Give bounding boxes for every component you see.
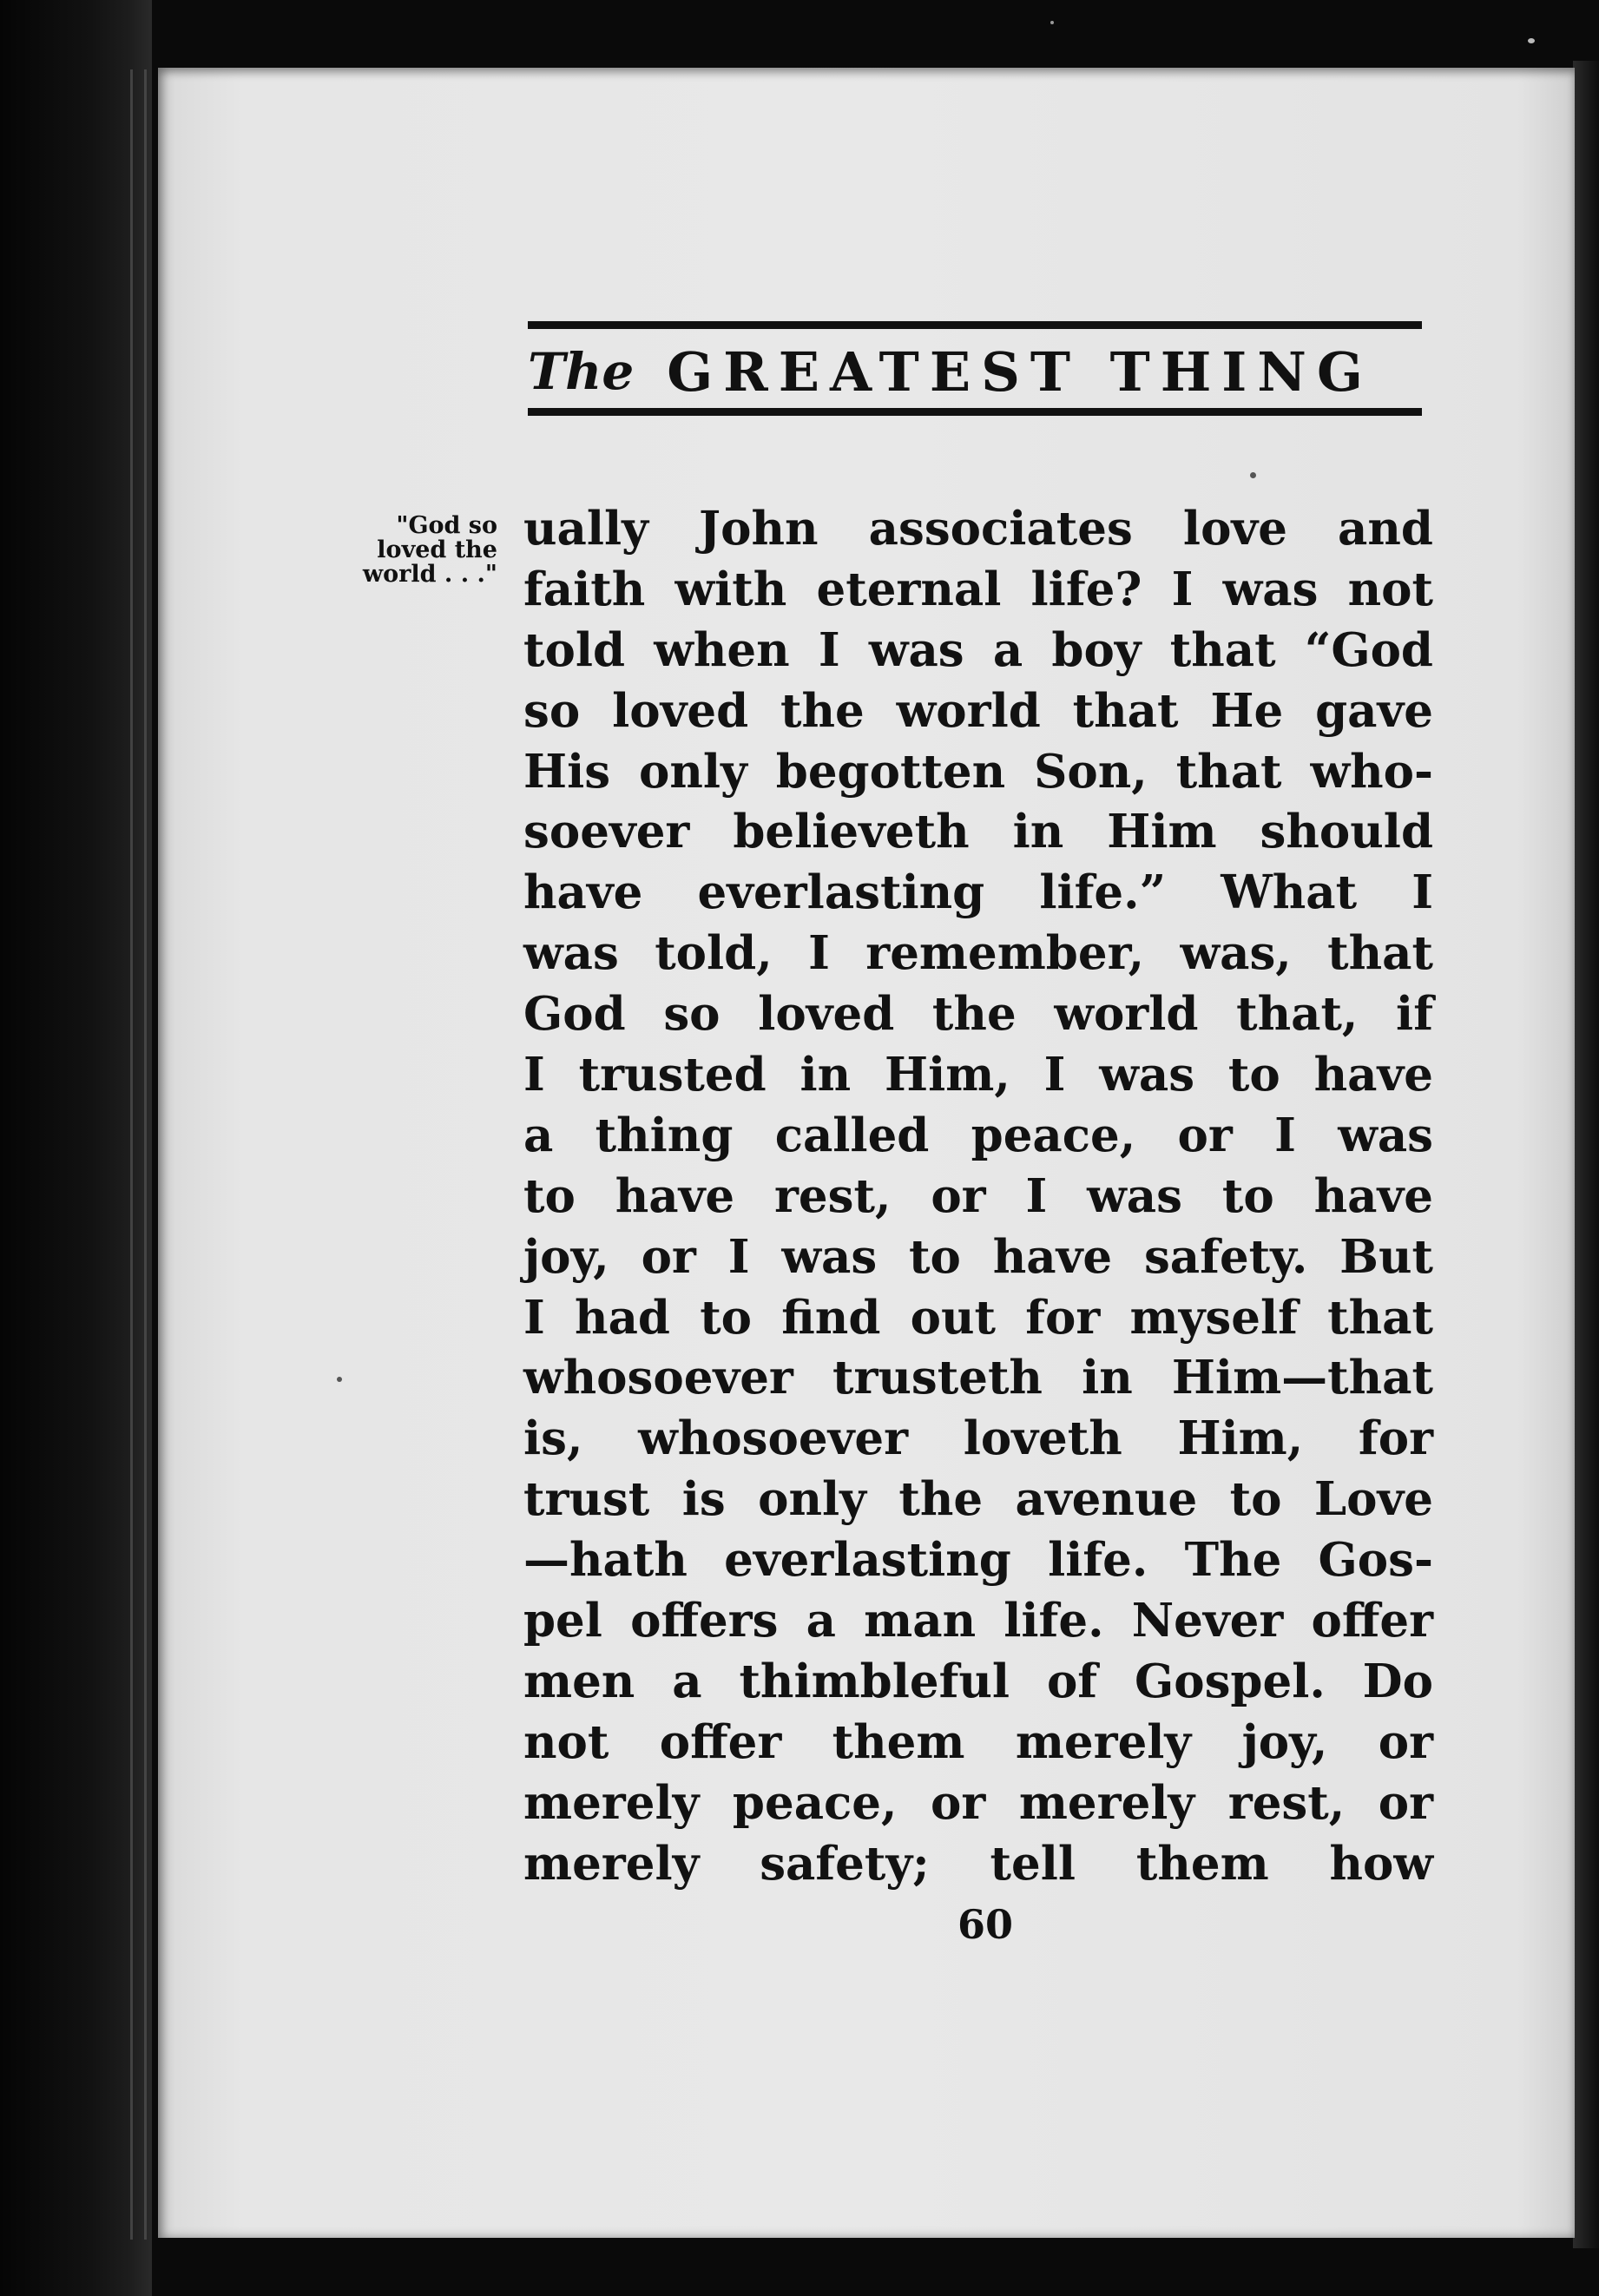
text-line: to have rest, or I was to have — [523, 1168, 1433, 1223]
text-line: merely safety; tell them how — [523, 1836, 1433, 1891]
paper-speck — [337, 1377, 342, 1382]
running-head-title: GREATEST THING — [667, 339, 1373, 404]
running-head — [528, 339, 1422, 405]
header-rule-bottom — [528, 408, 1422, 416]
text-line: trust is only the avenue to Love — [523, 1472, 1433, 1527]
text-line: joy, or I was to have safety. But — [523, 1229, 1433, 1284]
header-rule-top — [528, 321, 1422, 329]
text-line: so loved the world that He gave — [523, 683, 1433, 738]
body-text — [523, 499, 1433, 1894]
text-line: ually John associates love and — [523, 502, 1433, 556]
paper-speck — [1250, 472, 1256, 478]
running-head-prefix: The — [528, 342, 635, 401]
text-line: was told, I remember, was, that — [523, 926, 1433, 981]
text-line: I trusted in Him, I was to have — [523, 1048, 1433, 1102]
text-line: told when I was a boy that “God — [523, 622, 1433, 677]
text-line: His only begotten Son, that who- — [523, 744, 1433, 799]
margin-note-line: loved the — [377, 536, 497, 563]
paper-speck — [1050, 21, 1054, 24]
margin-note-line: world . . ." — [362, 561, 497, 588]
text-line: men a thimbleful of Gospel. Do — [523, 1654, 1433, 1708]
text-line: soever believeth in Him should — [523, 805, 1433, 859]
binding-edge-line — [130, 69, 133, 2240]
paper-speck — [1528, 38, 1535, 43]
text-line: merely peace, or merely rest, or — [523, 1775, 1433, 1830]
text-line: is, whosoever loveth Him, for — [523, 1411, 1433, 1466]
text-line: God so loved the world that, if — [523, 987, 1433, 1042]
margin-note-line: "God so — [396, 512, 497, 539]
text-line: not offer them merely joy, or — [523, 1714, 1433, 1769]
book-binding — [0, 0, 152, 2296]
text-line: whosoever trusteth in Him—that — [523, 1351, 1433, 1405]
text-line: have everlasting life.” What I — [523, 865, 1433, 920]
text-line: a thing called peace, or I was — [523, 1108, 1433, 1162]
text-line: I had to find out for myself that — [523, 1290, 1433, 1345]
page-edge — [1573, 61, 1599, 2248]
binding-edge-line — [144, 69, 147, 2240]
text-line: faith with eternal life? I was not — [523, 562, 1433, 616]
margin-note — [293, 514, 497, 587]
running-header — [528, 321, 1422, 418]
text-line: —hath everlasting life. The Gos- — [523, 1533, 1433, 1588]
text-line: pel offers a man life. Never offer — [523, 1594, 1433, 1648]
page-number: 60 — [957, 1901, 1013, 1948]
